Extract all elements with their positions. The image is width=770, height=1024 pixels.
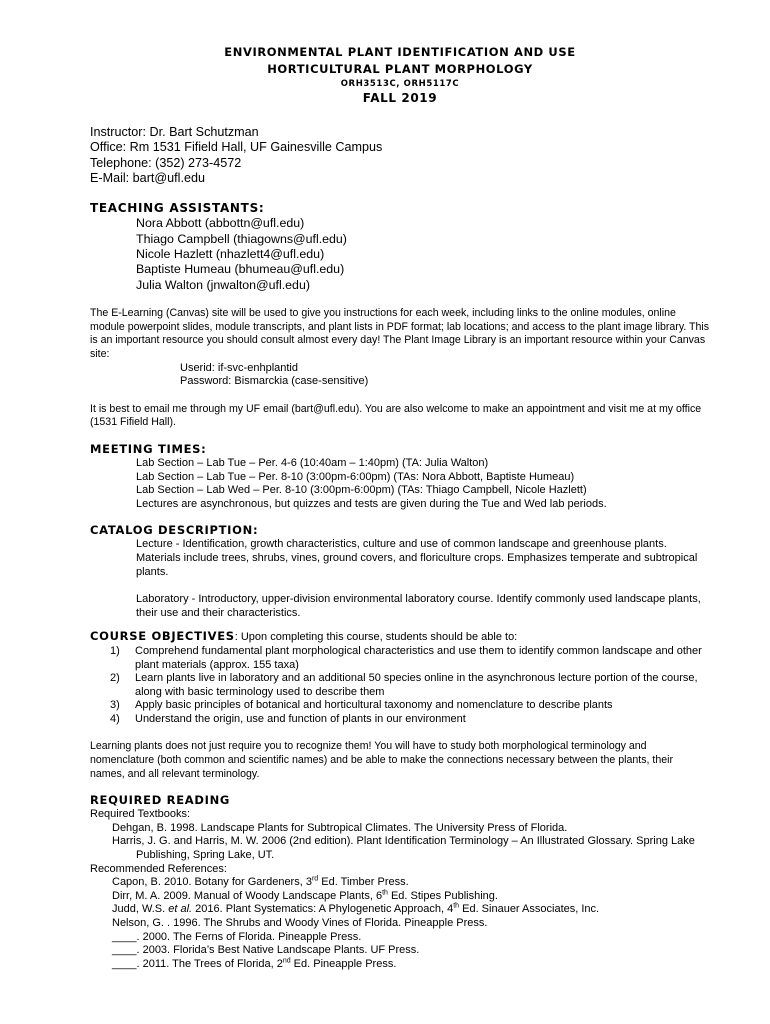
recommended-ref: ____. 2011. The Trees of Florida, 2nd Ed. Pineapple Press. [112,957,397,970]
meeting-times-section [90,442,710,511]
objectives-list [90,645,710,727]
term: FALL 2019 [362,91,438,105]
document-header [90,44,710,107]
recommended-ref: Judd, W.S. et al. 2016. Plant Systematics: A Phylogenetic Approach, 4th Ed. Sinauer Associates, Inc. [112,902,600,916]
meeting-time-item: Lab Section – Lab Tue – Per. 8-10 (3:00pm-6:00pm) (TAs: Nora Abbott, Baptiste Humeau) [136,470,575,483]
ta-list [136,216,710,293]
catalog-body [136,538,710,620]
objective-item: 4) Understand the origin, use and function of plants in our environment [110,712,466,725]
recommended-ref: Nelson, G. . 1996. The Shrubs and Woody Vines of Florida. Pineapple Press. [112,917,488,929]
catalog-section [90,523,710,620]
elearning-paragraph [90,307,710,361]
course-title: ENVIRONMENTAL PLANT IDENTIFICATION AND USE [224,45,576,59]
required-ref: Dehgan, B. 1998. Landscape Plants for Subtropical Climates. The University Press of Florida. [112,821,568,834]
instructor-office: Office: Rm 1531 Fifield Hall, UF Gainesville Campus [90,140,383,155]
ta-item: Thiago Campbell (thiagowns@ufl.edu) [136,231,347,246]
ta-item: Baptiste Humeau (bhumeau@ufl.edu) [136,262,345,277]
meeting-times-heading: MEETING TIMES: [90,441,207,456]
course-subtitle: HORTICULTURAL PLANT MORPHOLOGY [267,62,533,76]
credentials [180,362,710,389]
elearning-text: The E-Learning (Canvas) site will be used to give you instructions for each week, including links to the online modules, online module powerpoint slides, module transcripts, and plant lists in PDF format; lab locations; and access to the plant image library. This is an important resource you should consult almost every day! The Plant Image Library is an important resource within your Canvas site: [90,307,710,360]
catalog-heading: CATALOG DESCRIPTION: [90,523,259,538]
ta-item: Nora Abbott (abbottn@ufl.edu) [136,216,305,231]
meeting-times-list [136,457,710,511]
objectives-heading-line [90,630,710,645]
required-label: Required Textbooks: [90,808,191,821]
instructor-telephone: Telephone: (352) 273-4572 [90,155,242,170]
recommended-ref: ____. 2003. Florida’s Best Native Landscape Plants. UF Press. [112,944,420,957]
meeting-time-item: Lab Section – Lab Wed – Per. 8-10 (3:00pm-6:00pm) (TAs: Thiago Campbell, Nicole Hazlett) [136,484,587,497]
userid: Userid: if-svc-enhplantid [180,361,298,374]
recommended-ref: Capon, B. 2010. Botany for Gardeners, 3rd Ed. Timber Press. [112,875,409,889]
recommended-ref: ____. 2000. The Ferns of Florida. Pineapple Press. [112,930,362,943]
ta-item: Julia Walton (jnwalton@ufl.edu) [136,277,310,292]
instructor-block [90,125,710,186]
required-ref: Harris, J. G. and Harris, M. W. 2006 (2nd edition). Plant Identification Terminology – An Illustrated Glossary. Spring Lake Publishing, Spring Lake, UT. [112,835,695,862]
objective-item: 2) Learn plants live in laboratory and an additional 50 species online in the asynchronous lecture portion of the course, along with basic terminology used to describe them [110,672,698,698]
catalog-laboratory: Laboratory - Introductory, upper-division environmental laboratory course. Identify commonly used landscape plants, their use and their characteristics. [136,593,701,619]
reading-section [90,793,710,971]
catalog-lecture: Lecture - Identification, growth characteristics, culture and use of common landscape and greenhouse plants. Materials include trees, shrubs, vines, ground covers, and floriculture crops. Emphasizes temperate and subtropical plants. [136,538,698,578]
instructor-email: E-Mail: bart@ufl.edu [90,170,205,185]
course-codes: ORH3513C, ORH5117C [340,79,460,89]
recommended-label: Recommended References: [90,862,227,875]
objectives-intro: : Upon completing this course, students should be able to: [234,631,518,644]
instructor-name: Instructor: Dr. Bart Schutzman [90,125,259,139]
recommended-ref: Dirr, M. A. 2009. Manual of Woody Landscape Plants, 6th Ed. Stipes Publishing. [112,889,498,902]
ta-heading: TEACHING ASSISTANTS: [90,201,265,216]
password: Password: Bismarckia (case-sensitive) [180,375,369,388]
learning-note: Learning plants does not just require you to recognize them! You will have to study both morphological terminology and nomenclature (both common and scientific names) and be able to make the connections necessary between the plants, their names, and all relevant terminology. [90,740,673,780]
ta-item: Nicole Hazlett (nhazlett4@ufl.edu) [136,247,325,261]
meeting-time-item: Lectures are asynchronous, but quizzes and tests are given during the Tue and Wed lab periods. [136,497,607,510]
objective-item: 3) Apply basic principles of botanical and horticultural taxonomy and nomenclature to describe plants [110,699,613,712]
meeting-time-item: Lab Section – Lab Tue – Per. 4-6 (10:40am – 1:40pm) (TA: Julia Walton) [136,456,489,469]
objective-item: 1) Comprehend fundamental plant morphological characteristics and use them to identify common landscape and other plant materials (approx. 155 taxa) [110,644,702,671]
contact-paragraph: It is best to email me through my UF email (bart@ufl.edu). You are also welcome to make an appointment and visit me at my office (1531 Fifield Hall). [90,402,702,429]
reading-heading: REQUIRED READING [90,793,231,808]
objectives-heading: COURSE OBJECTIVES [90,629,235,644]
